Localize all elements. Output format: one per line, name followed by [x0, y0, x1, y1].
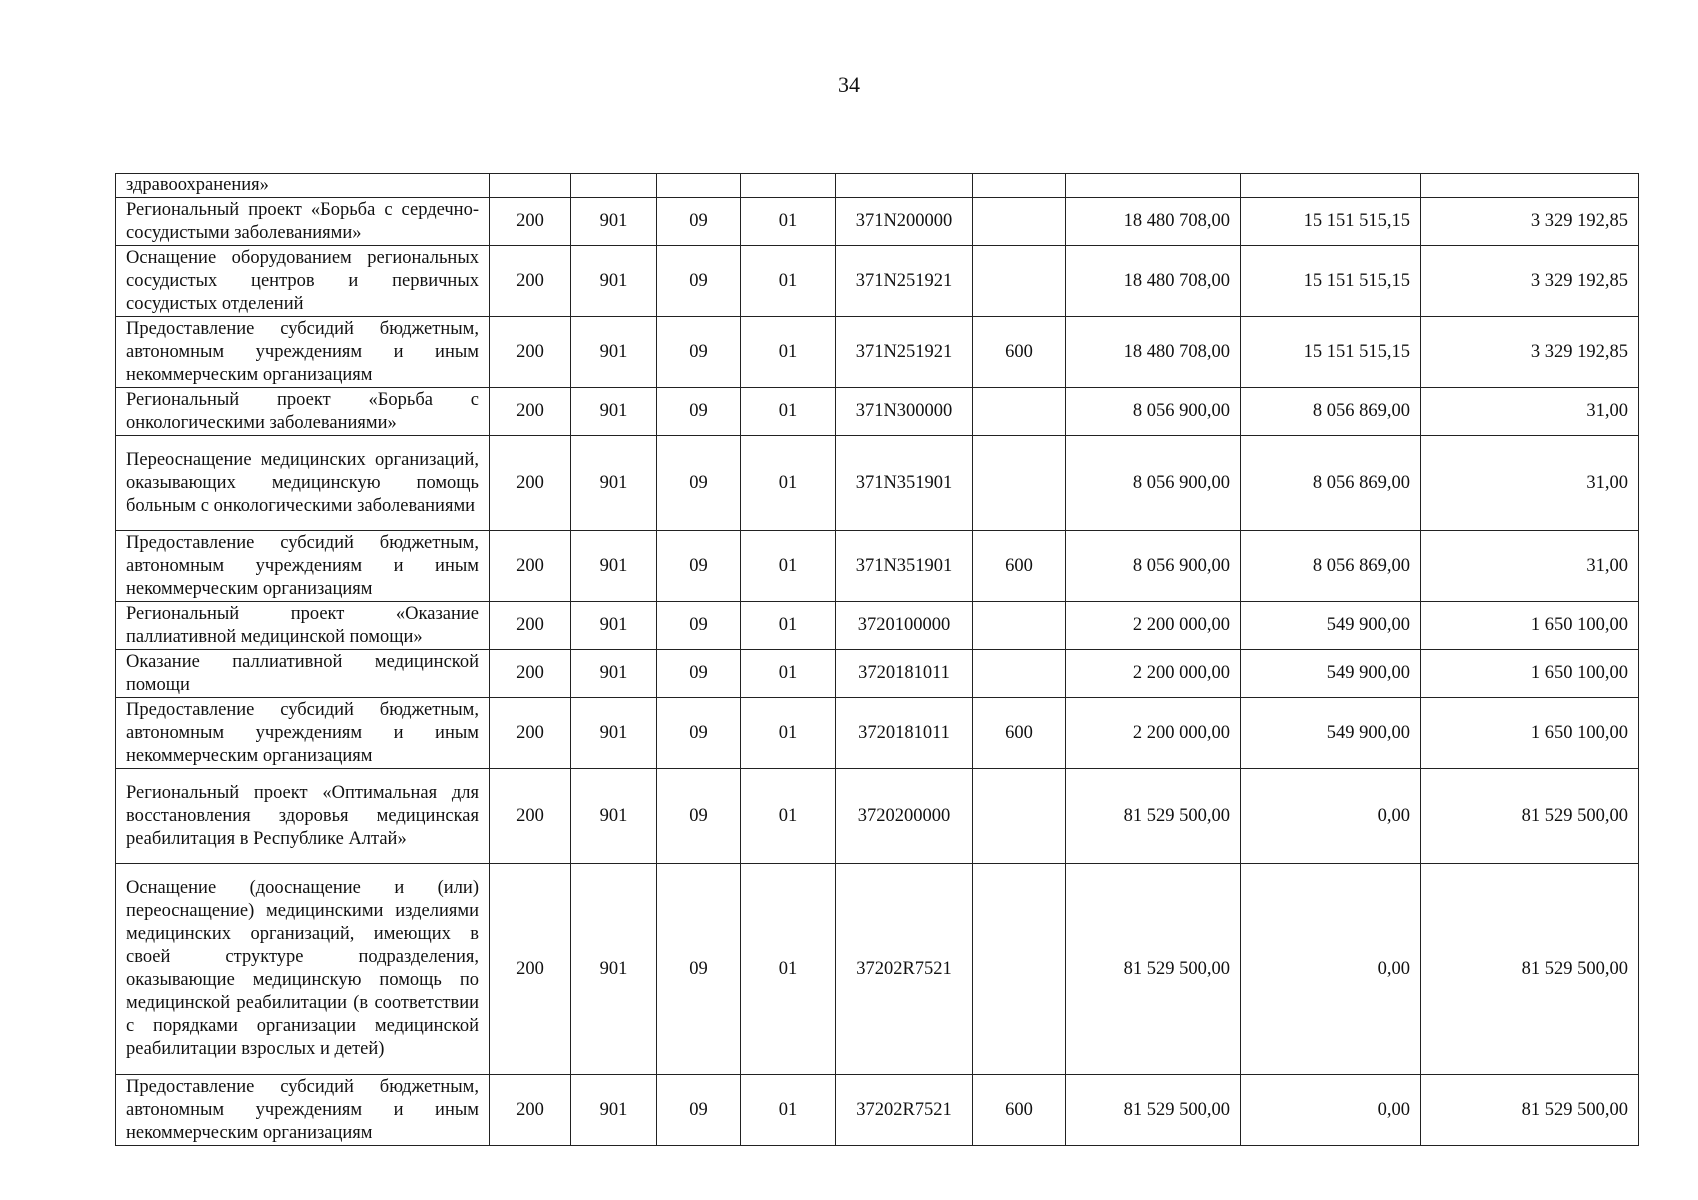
expense-type-cell [973, 246, 1066, 317]
chapter-code-cell: 09 [657, 769, 741, 864]
expense-type-cell [973, 650, 1066, 698]
remainder-amount-cell: 3 329 192,85 [1421, 198, 1639, 246]
table-row [116, 1075, 1639, 1146]
table-row [116, 698, 1639, 769]
row-name-cell: Оснащение (дооснащение и (или) переоснащение) медицинскими изделиями медицинских организаций, имеющих в своей структуре подразделения, оказывающие медицинскую помощь по медицинской реабилитации (в соответствии с порядками организации медицинской реабилитации взрослых и детей) [116, 864, 490, 1075]
ministry-code-cell [571, 174, 657, 198]
expense-type-cell [973, 602, 1066, 650]
remainder-amount-cell: 1 650 100,00 [1421, 698, 1639, 769]
expense-type-cell [973, 388, 1066, 436]
section-code-cell: 200 [490, 531, 571, 602]
remainder-amount-cell [1421, 174, 1639, 198]
section-code-cell: 200 [490, 317, 571, 388]
row-name-cell: Оснащение оборудованием региональных сосудистых центров и первичных сосудистых отделений [116, 246, 490, 317]
subsection-code-cell: 01 [741, 698, 836, 769]
expense-type-cell: 600 [973, 531, 1066, 602]
chapter-code-cell: 09 [657, 1075, 741, 1146]
budget-table [115, 173, 1639, 1146]
planned-amount-cell: 18 480 708,00 [1066, 198, 1241, 246]
planned-amount-cell: 81 529 500,00 [1066, 864, 1241, 1075]
row-name-cell: Региональный проект «Борьба с онкологическими заболеваниями» [116, 388, 490, 436]
table-row [116, 246, 1639, 317]
page-number: 34 [838, 72, 860, 97]
subsection-code-cell: 01 [741, 198, 836, 246]
table-row [116, 864, 1639, 1075]
row-name-cell: здравоохранения» [116, 174, 490, 198]
ministry-code-cell: 901 [571, 436, 657, 531]
expense-type-cell [973, 769, 1066, 864]
subsection-code-cell: 01 [741, 602, 836, 650]
table-body [116, 174, 1639, 1146]
remainder-amount-cell: 3 329 192,85 [1421, 317, 1639, 388]
executed-amount-cell: 0,00 [1241, 1075, 1421, 1146]
chapter-code-cell: 09 [657, 864, 741, 1075]
planned-amount-cell: 8 056 900,00 [1066, 436, 1241, 531]
target-article-cell: 371N251921 [836, 246, 973, 317]
chapter-code-cell: 09 [657, 602, 741, 650]
chapter-code-cell [657, 174, 741, 198]
ministry-code-cell: 901 [571, 317, 657, 388]
target-article-cell: 371N300000 [836, 388, 973, 436]
target-article-cell [836, 174, 973, 198]
subsection-code-cell [741, 174, 836, 198]
remainder-amount-cell: 1 650 100,00 [1421, 602, 1639, 650]
target-article-cell: 3720181011 [836, 698, 973, 769]
row-name-cell: Региональный проект «Оптимальная для восстановления здоровья медицинская реабилитация в Республике Алтай» [116, 769, 490, 864]
subsection-code-cell: 01 [741, 650, 836, 698]
executed-amount-cell: 0,00 [1241, 769, 1421, 864]
ministry-code-cell: 901 [571, 1075, 657, 1146]
planned-amount-cell: 2 200 000,00 [1066, 650, 1241, 698]
chapter-code-cell: 09 [657, 650, 741, 698]
row-name-cell: Предоставление субсидий бюджетным, автономным учреждениям и иным некоммерческим организациям [116, 1075, 490, 1146]
table-row [116, 531, 1639, 602]
executed-amount-cell: 15 151 515,15 [1241, 246, 1421, 317]
section-code-cell: 200 [490, 602, 571, 650]
expense-type-cell: 600 [973, 317, 1066, 388]
section-code-cell: 200 [490, 246, 571, 317]
subsection-code-cell: 01 [741, 246, 836, 317]
row-name-cell: Предоставление субсидий бюджетным, автономным учреждениям и иным некоммерческим организациям [116, 317, 490, 388]
target-article-cell: 3720181011 [836, 650, 973, 698]
subsection-code-cell: 01 [741, 531, 836, 602]
subsection-code-cell: 01 [741, 317, 836, 388]
table-row [116, 436, 1639, 531]
planned-amount-cell: 2 200 000,00 [1066, 698, 1241, 769]
subsection-code-cell: 01 [741, 436, 836, 531]
section-code-cell: 200 [490, 198, 571, 246]
executed-amount-cell: 15 151 515,15 [1241, 198, 1421, 246]
remainder-amount-cell: 1 650 100,00 [1421, 650, 1639, 698]
ministry-code-cell: 901 [571, 388, 657, 436]
section-code-cell: 200 [490, 436, 571, 531]
row-name-cell: Переоснащение медицинских организаций, оказывающих медицинскую помощь больным с онкологическими заболеваниями [116, 436, 490, 531]
table-row [116, 650, 1639, 698]
executed-amount-cell: 549 900,00 [1241, 602, 1421, 650]
planned-amount-cell: 81 529 500,00 [1066, 1075, 1241, 1146]
executed-amount-cell: 0,00 [1241, 864, 1421, 1075]
chapter-code-cell: 09 [657, 698, 741, 769]
row-name-cell: Региональный проект «Борьба с сердечно-сосудистыми заболеваниями» [116, 198, 490, 246]
planned-amount-cell [1066, 174, 1241, 198]
section-code-cell: 200 [490, 698, 571, 769]
planned-amount-cell: 8 056 900,00 [1066, 388, 1241, 436]
target-article-cell: 37202R7521 [836, 864, 973, 1075]
remainder-amount-cell: 31,00 [1421, 388, 1639, 436]
expense-type-cell [973, 174, 1066, 198]
expense-type-cell [973, 436, 1066, 531]
ministry-code-cell: 901 [571, 246, 657, 317]
target-article-cell: 371N351901 [836, 436, 973, 531]
row-name-cell: Предоставление субсидий бюджетным, автономным учреждениям и иным некоммерческим организациям [116, 531, 490, 602]
expense-type-cell [973, 198, 1066, 246]
planned-amount-cell: 18 480 708,00 [1066, 317, 1241, 388]
target-article-cell: 3720100000 [836, 602, 973, 650]
ministry-code-cell: 901 [571, 531, 657, 602]
executed-amount-cell: 8 056 869,00 [1241, 436, 1421, 531]
ministry-code-cell: 901 [571, 198, 657, 246]
chapter-code-cell: 09 [657, 246, 741, 317]
target-article-cell: 37202R7521 [836, 1075, 973, 1146]
section-code-cell: 200 [490, 1075, 571, 1146]
table-row [116, 769, 1639, 864]
chapter-code-cell: 09 [657, 317, 741, 388]
section-code-cell: 200 [490, 769, 571, 864]
ministry-code-cell: 901 [571, 650, 657, 698]
executed-amount-cell: 549 900,00 [1241, 650, 1421, 698]
executed-amount-cell: 8 056 869,00 [1241, 388, 1421, 436]
planned-amount-cell: 8 056 900,00 [1066, 531, 1241, 602]
remainder-amount-cell: 31,00 [1421, 436, 1639, 531]
subsection-code-cell: 01 [741, 1075, 836, 1146]
table-row [116, 174, 1639, 198]
expense-type-cell: 600 [973, 698, 1066, 769]
subsection-code-cell: 01 [741, 864, 836, 1075]
section-code-cell: 200 [490, 388, 571, 436]
chapter-code-cell: 09 [657, 531, 741, 602]
chapter-code-cell: 09 [657, 198, 741, 246]
subsection-code-cell: 01 [741, 769, 836, 864]
target-article-cell: 371N251921 [836, 317, 973, 388]
table-row [116, 602, 1639, 650]
section-code-cell: 200 [490, 864, 571, 1075]
remainder-amount-cell: 3 329 192,85 [1421, 246, 1639, 317]
row-name-cell: Предоставление субсидий бюджетным, автономным учреждениям и иным некоммерческим организациям [116, 698, 490, 769]
remainder-amount-cell: 31,00 [1421, 531, 1639, 602]
ministry-code-cell: 901 [571, 602, 657, 650]
table-row [116, 317, 1639, 388]
executed-amount-cell [1241, 174, 1421, 198]
executed-amount-cell: 549 900,00 [1241, 698, 1421, 769]
row-name-cell: Оказание паллиативной медицинской помощи [116, 650, 490, 698]
expense-type-cell: 600 [973, 1075, 1066, 1146]
planned-amount-cell: 2 200 000,00 [1066, 602, 1241, 650]
executed-amount-cell: 15 151 515,15 [1241, 317, 1421, 388]
target-article-cell: 371N351901 [836, 531, 973, 602]
remainder-amount-cell: 81 529 500,00 [1421, 1075, 1639, 1146]
target-article-cell: 3720200000 [836, 769, 973, 864]
ministry-code-cell: 901 [571, 864, 657, 1075]
planned-amount-cell: 81 529 500,00 [1066, 769, 1241, 864]
section-code-cell: 200 [490, 650, 571, 698]
executed-amount-cell: 8 056 869,00 [1241, 531, 1421, 602]
section-code-cell [490, 174, 571, 198]
ministry-code-cell: 901 [571, 698, 657, 769]
expense-type-cell [973, 864, 1066, 1075]
table-row [116, 388, 1639, 436]
remainder-amount-cell: 81 529 500,00 [1421, 864, 1639, 1075]
remainder-amount-cell: 81 529 500,00 [1421, 769, 1639, 864]
row-name-cell: Региональный проект «Оказание паллиативной медицинской помощи» [116, 602, 490, 650]
planned-amount-cell: 18 480 708,00 [1066, 246, 1241, 317]
ministry-code-cell: 901 [571, 769, 657, 864]
chapter-code-cell: 09 [657, 388, 741, 436]
table-row [116, 198, 1639, 246]
chapter-code-cell: 09 [657, 436, 741, 531]
subsection-code-cell: 01 [741, 388, 836, 436]
target-article-cell: 371N200000 [836, 198, 973, 246]
